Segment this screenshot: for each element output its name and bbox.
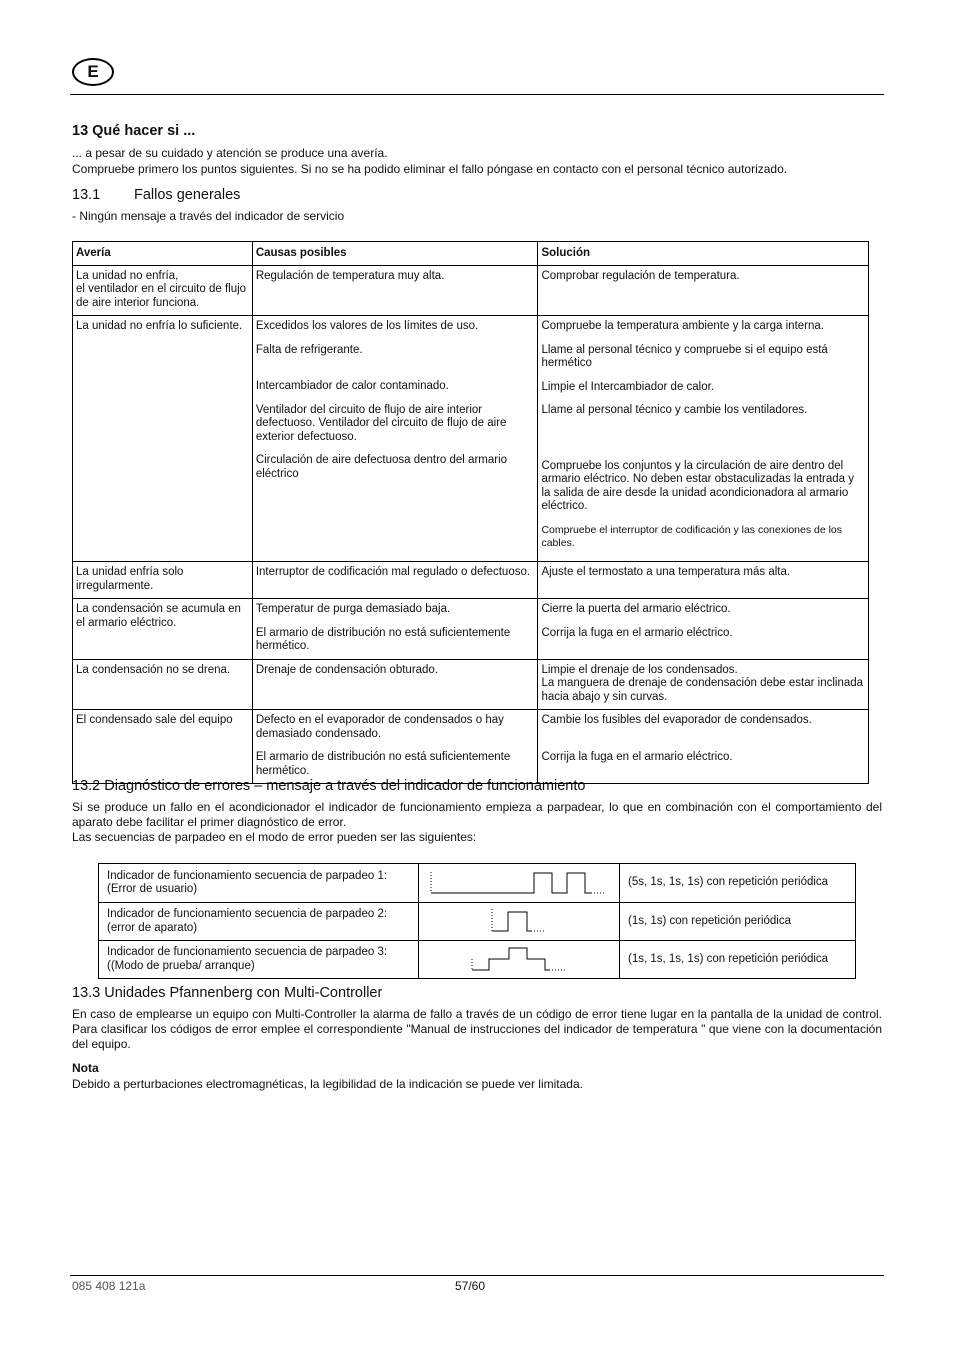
- causes-cell: [252, 316, 538, 562]
- solution-text: Comprobar regulación de temperatura.: [541, 269, 740, 282]
- cause-text: Regulación de temperatura muy alta.: [255, 269, 445, 282]
- solution-cell: [538, 265, 869, 316]
- sequence-label: Indicador de funcionamiento secuencia de parpadeo 3: ((Modo de prueba/ arranque): [99, 941, 419, 979]
- cause-text: Ventilador del circuito de flujo de aire interior defectuoso. Ventilador del circuito de flujo de aire exterior defectuoso.: [255, 403, 507, 443]
- column-header-fault: Avería: [73, 242, 253, 266]
- blink-pattern-1-icon: [419, 864, 620, 903]
- subsection-title-13-1: [72, 187, 240, 203]
- note-text: Debido a perturbaciones electromagnéticas, la legibilidad de la indicación se puede ver limitada.: [72, 1077, 583, 1091]
- table-row: [99, 941, 856, 979]
- diagnosis-text-2: Las secuencias de parpadeo en el modo de error pueden ser las siguientes:: [72, 830, 477, 844]
- solution-text: Cambie los fusibles del evaporador de condensados.: [541, 714, 812, 726]
- blink-sequence-table: [98, 863, 856, 979]
- fault-cell: La condensación no se drena.: [73, 659, 253, 710]
- solution-text: Llame al personal técnico y cambie los ventiladores.: [541, 404, 808, 416]
- intro-line-2: Compruebe primero los puntos siguientes. Si no se ha podido eliminar el fallo póngase en contacto con el personal técnico autorizado.: [72, 162, 788, 176]
- table-row: [99, 903, 856, 941]
- fault-cell: La condensación se acumula en el armario eléctrico.: [73, 599, 253, 660]
- note-title: Nota: [72, 1061, 99, 1075]
- cause-text: El armario de distribución no está suficientemente hermético.: [255, 626, 511, 652]
- solution-cell: [538, 316, 869, 562]
- cause-text: Falta de refrigerante.: [255, 343, 363, 356]
- column-header-solution: Solución: [538, 242, 869, 266]
- table-row: [73, 710, 869, 784]
- faults-table-header: [73, 242, 869, 266]
- sequence-label: Indicador de funcionamiento secuencia de parpadeo 2: (error de aparato): [99, 903, 419, 941]
- section-title: 13 Qué hacer si ...: [72, 123, 196, 139]
- cause-text: Excedidos los valores de los límites de uso.: [255, 320, 479, 332]
- table-row: [73, 659, 869, 710]
- solution-text: Compruebe el interruptor de codificación y las conexiones de los cables.: [541, 523, 843, 549]
- language-badge: E: [72, 58, 114, 86]
- solution-cell: [538, 659, 869, 710]
- causes-cell: [252, 710, 538, 784]
- table-row: [73, 316, 869, 562]
- page-number: 57/60: [455, 1279, 486, 1293]
- fault-cell: La unidad enfría solo irregularmente.: [73, 562, 253, 599]
- causes-cell: [252, 599, 538, 660]
- sequence-timing: (1s, 1s, 1s, 1s) con repetición periódica: [620, 941, 856, 979]
- solution-text: Corrija la fuga en el armario eléctrico.: [541, 626, 733, 639]
- subsection-label: Fallos generales: [134, 187, 241, 203]
- causes-cell: [252, 562, 538, 599]
- subsection-title-13-3: 13.3 Unidades Pfannenberg con Multi-Controller: [72, 985, 383, 1001]
- faults-table: [72, 241, 869, 784]
- diagnosis-text-1: Si se produce un fallo en el acondicionador el indicador de funcionamiento empieza a parpadear, lo que en combinación con el comportamiento del aparato debe facilitar el primer diagnóstico de error.: [72, 800, 882, 829]
- sequence-timing: (5s, 1s, 1s, 1s) con repetición periódica: [620, 864, 856, 903]
- solution-text: Corrija la fuga en el armario eléctrico.: [541, 750, 733, 763]
- solution-text: Compruebe los conjuntos y la circulación de aire dentro del armario eléctrico. No deben estar obstaculizadas la entrada y la salida de aire desde la unidad acondicionadora al armario eléctrico.: [541, 459, 855, 512]
- cause-text: Temperatur de purga demasiado baja.: [255, 603, 451, 615]
- solution-cell: [538, 710, 869, 784]
- fault-cell: La unidad no enfría lo suficiente.: [73, 316, 253, 562]
- cause-text: Circulación de aire defectuosa dentro del armario eléctrico: [255, 454, 508, 480]
- diagnosis-paragraph: [72, 800, 882, 845]
- cause-text: Interruptor de codificación mal regulado o defectuoso.: [255, 566, 531, 578]
- solution-text: Compruebe la temperatura ambiente y la carga interna.: [541, 320, 824, 332]
- table-row: [73, 599, 869, 660]
- cause-text: Defecto en el evaporador de condensados o hay demasiado condensado.: [255, 714, 504, 740]
- solution-text: Cierre la puerta del armario eléctrico.: [541, 603, 731, 615]
- causes-cell: [252, 265, 538, 316]
- subsection-number: 13.1: [72, 187, 101, 203]
- solution-text: Limpie el drenaje de los condensados. La manguera de drenaje de condensación debe estar inclinada hacia abajo y sin curvas.: [541, 663, 864, 703]
- sequence-label: Indicador de funcionamiento secuencia de parpadeo 1: (Error de usuario): [99, 864, 419, 903]
- footer-rule: [70, 1275, 884, 1276]
- column-header-causes: Causas posibles: [252, 242, 538, 266]
- solution-cell: [538, 562, 869, 599]
- table-row: [99, 864, 856, 903]
- cause-text: Intercambiador de calor contaminado.: [255, 380, 449, 392]
- solution-text: Ajuste el termostato a una temperatura más alta.: [541, 566, 791, 578]
- cause-text: Drenaje de condensación obturado.: [255, 663, 439, 676]
- subsection-title-13-2: 13.2 Diagnóstico de errores – mensaje a través del indicador de funcionamiento: [72, 778, 586, 794]
- header-rule: [70, 94, 884, 95]
- fault-cell: El condensado sale del equipo: [73, 710, 253, 784]
- solution-cell: [538, 599, 869, 660]
- cause-text: El armario de distribución no está suficientemente hermético.: [255, 751, 511, 777]
- solution-text: Limpie el Intercambiador de calor.: [541, 380, 715, 393]
- multicontroller-paragraph: En caso de emplearse un equipo con Multi-Controller la alarma de fallo a través de un código de error tiene lugar en la pantalla de la unidad de control. Para clasificar los códigos de error emplee el correspondiente "Manual de instrucciones del indicador de temperatura " que viene con la documentación del equipo.: [72, 1007, 882, 1051]
- fault-cell: La unidad no enfría, el ventilador en el circuito de flujo de aire interior funciona.: [73, 265, 253, 316]
- sequence-timing: (1s, 1s) con repetición periódica: [620, 903, 856, 941]
- service-indicator-note: - Ningún mensaje a través del indicador de servicio: [72, 209, 345, 223]
- table-row: [73, 562, 869, 599]
- intro-line-1: ... a pesar de su cuidado y atención se produce una avería.: [72, 146, 388, 160]
- table-row: [73, 265, 869, 316]
- causes-cell: [252, 659, 538, 710]
- document-number: 085 408 121a: [72, 1279, 146, 1293]
- blink-pattern-2-icon: [419, 903, 620, 941]
- blink-pattern-3-icon: [419, 941, 620, 979]
- solution-text: Llame al personal técnico y compruebe si el equipo está hermético: [541, 343, 828, 369]
